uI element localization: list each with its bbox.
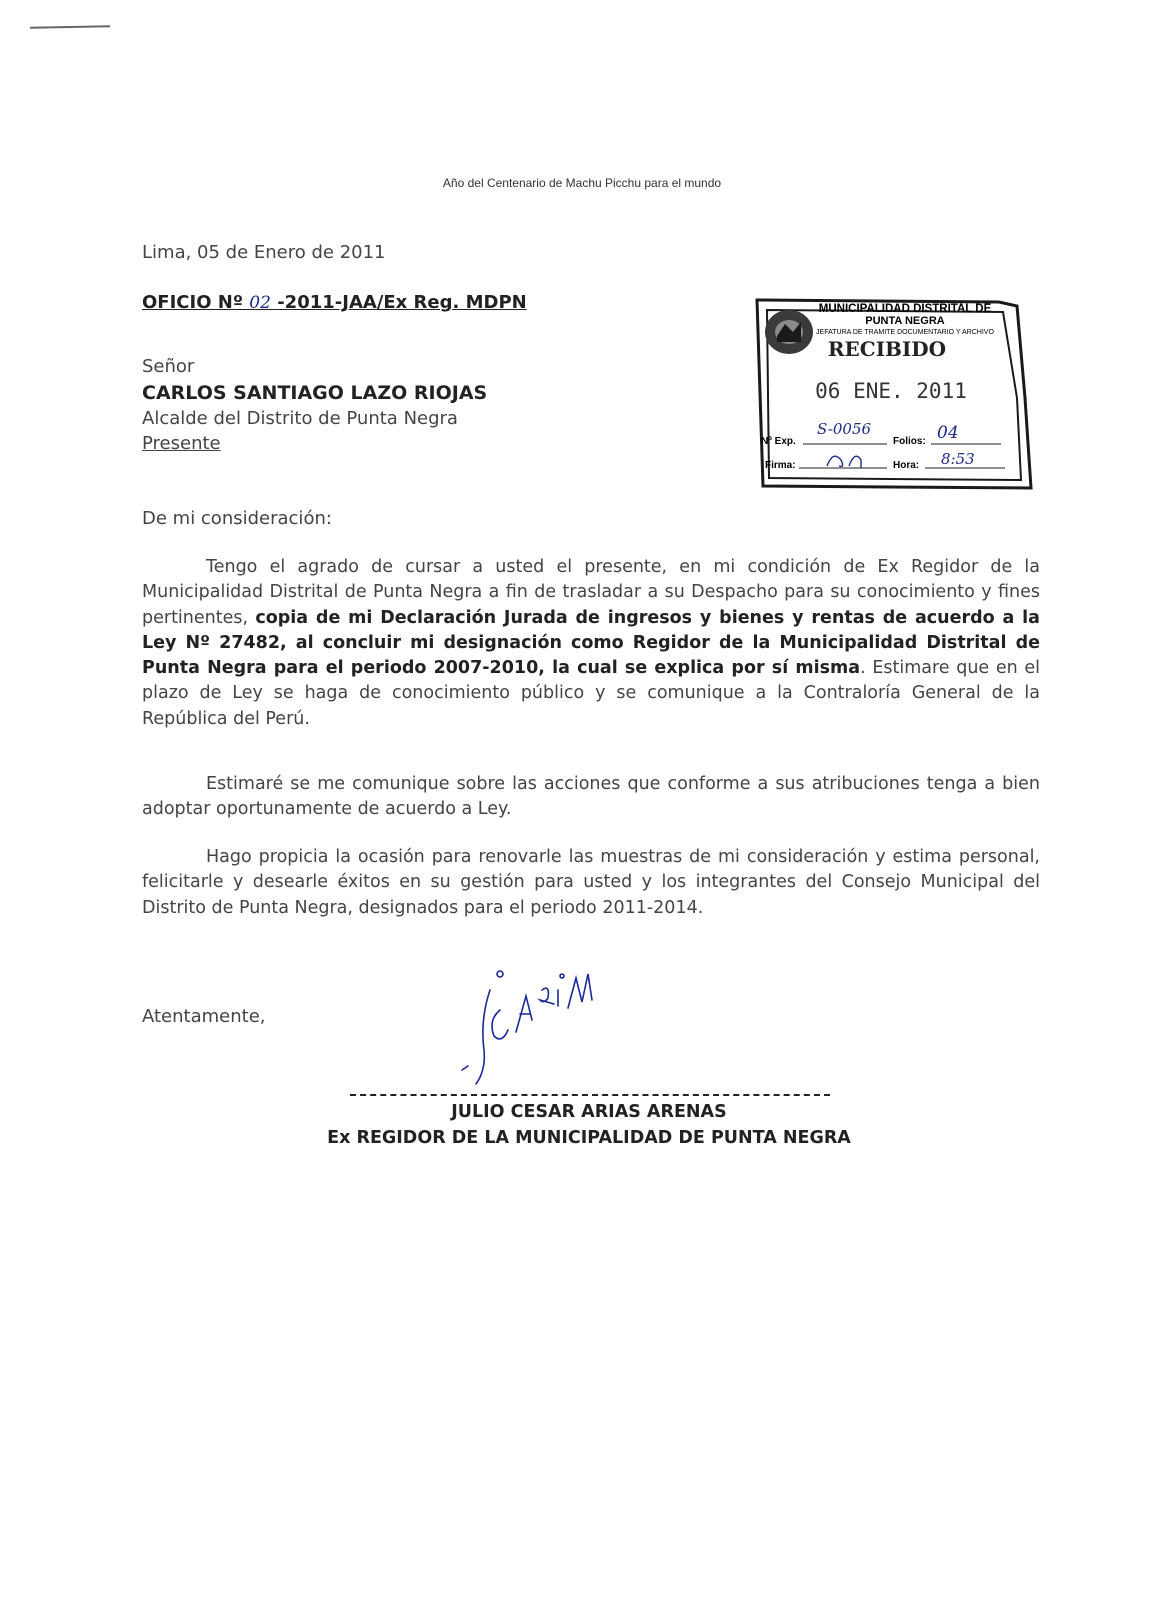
closing: Atentamente, bbox=[142, 1006, 266, 1027]
signer-title: Ex REGIDOR DE LA MUNICIPALIDAD DE PUNTA NEGRA bbox=[327, 1128, 851, 1148]
stamp-frame bbox=[755, 298, 1033, 494]
oficio-suffix: -2011-JAA/Ex Reg. MDPN bbox=[277, 292, 527, 313]
stamp-folios-label: Folios: bbox=[893, 436, 926, 447]
place-date: Lima, 05 de Enero de 2011 bbox=[142, 242, 386, 263]
stamp-line3: JEFATURA DE TRAMITE DOCUMENTARIO Y ARCHIVO bbox=[816, 329, 994, 336]
addressee-name: CARLOS SANTIAGO LAZO RIOJAS bbox=[142, 382, 488, 404]
paragraph-1-text-b: . Estimare que en el plazo de Ley se haga de conocimiento público y se comunique a la Contraloría General de la República del Perú. bbox=[142, 658, 1040, 729]
greeting: De mi consideración: bbox=[142, 508, 332, 529]
stamp-exp-label: Nº Exp. bbox=[761, 436, 796, 447]
paragraph-2 bbox=[142, 772, 1040, 823]
oficio-number-handwritten: 02 bbox=[249, 293, 271, 313]
stamp-initials-scribble bbox=[827, 456, 861, 468]
stamp-hora-label: Hora: bbox=[893, 460, 920, 471]
stamp-line1: MUNICIPALIDAD DISTRITAL DE bbox=[818, 303, 992, 315]
municipal-crest-icon bbox=[765, 310, 813, 354]
year-motto: Año del Centenario de Machu Picchu para el mundo bbox=[442, 176, 722, 190]
stamp-exp-value: S-0056 bbox=[817, 420, 872, 438]
handwritten-signature bbox=[450, 960, 610, 1090]
signer-name: JULIO CESAR ARIAS ARENAS bbox=[451, 1102, 727, 1122]
paragraph-1-bold: copia de mi Declaración Jurada de ingresos y bienes y rentas de acuerdo a la Ley Nº 27482, al concluir mi designación como Regidor de la Municipalidad Distrital de Punta Negra para el periodo 2007-2010, la cual se explica por sí misma bbox=[142, 607, 1040, 679]
signature-line bbox=[350, 1094, 830, 1096]
scan-mark bbox=[30, 25, 110, 28]
paragraph-1 bbox=[142, 555, 1040, 732]
stamp-hora-value: 8:53 bbox=[941, 450, 975, 468]
stamp-status: RECIBIDO bbox=[827, 337, 947, 361]
reception-stamp bbox=[755, 298, 1033, 494]
paragraph-1-text-a: Tengo el agrado de cursar a usted el presente, en mi condición de Ex Regidor de la Municipalidad Distrital de Punta Negra a fin de trasladar a su Despacho para su conocimiento y fines pertinentes, bbox=[142, 557, 1040, 628]
salutation: Señor bbox=[142, 356, 195, 377]
stamp-firma-label: Firma: bbox=[765, 460, 796, 471]
paragraph-2-text: Estimaré se me comunique sobre las acciones que conforme a sus atribuciones tenga a bien adoptar oportunamente de acuerdo a Ley. bbox=[142, 774, 1040, 820]
addressee-title: Alcalde del Distrito de Punta Negra bbox=[142, 408, 458, 429]
paragraph-3 bbox=[142, 845, 1040, 921]
presente: Presente bbox=[142, 433, 221, 454]
stamp-date: 06 ENE. 2011 bbox=[815, 379, 967, 403]
paragraph-3-text: Hago propicia la ocasión para renovarle las muestras de mi consideración y estima personal, felicitarle y desearle éxitos en su gestión para usted y los integrantes del Consejo Municipal del Distrito de Punta Negra, designados para el periodo 2011-2014. bbox=[142, 847, 1040, 918]
stamp-folios-value: 04 bbox=[937, 423, 959, 443]
stamp-line2: PUNTA NEGRA bbox=[865, 315, 945, 327]
oficio-reference bbox=[142, 292, 527, 313]
oficio-prefix: OFICIO Nº bbox=[142, 292, 243, 313]
